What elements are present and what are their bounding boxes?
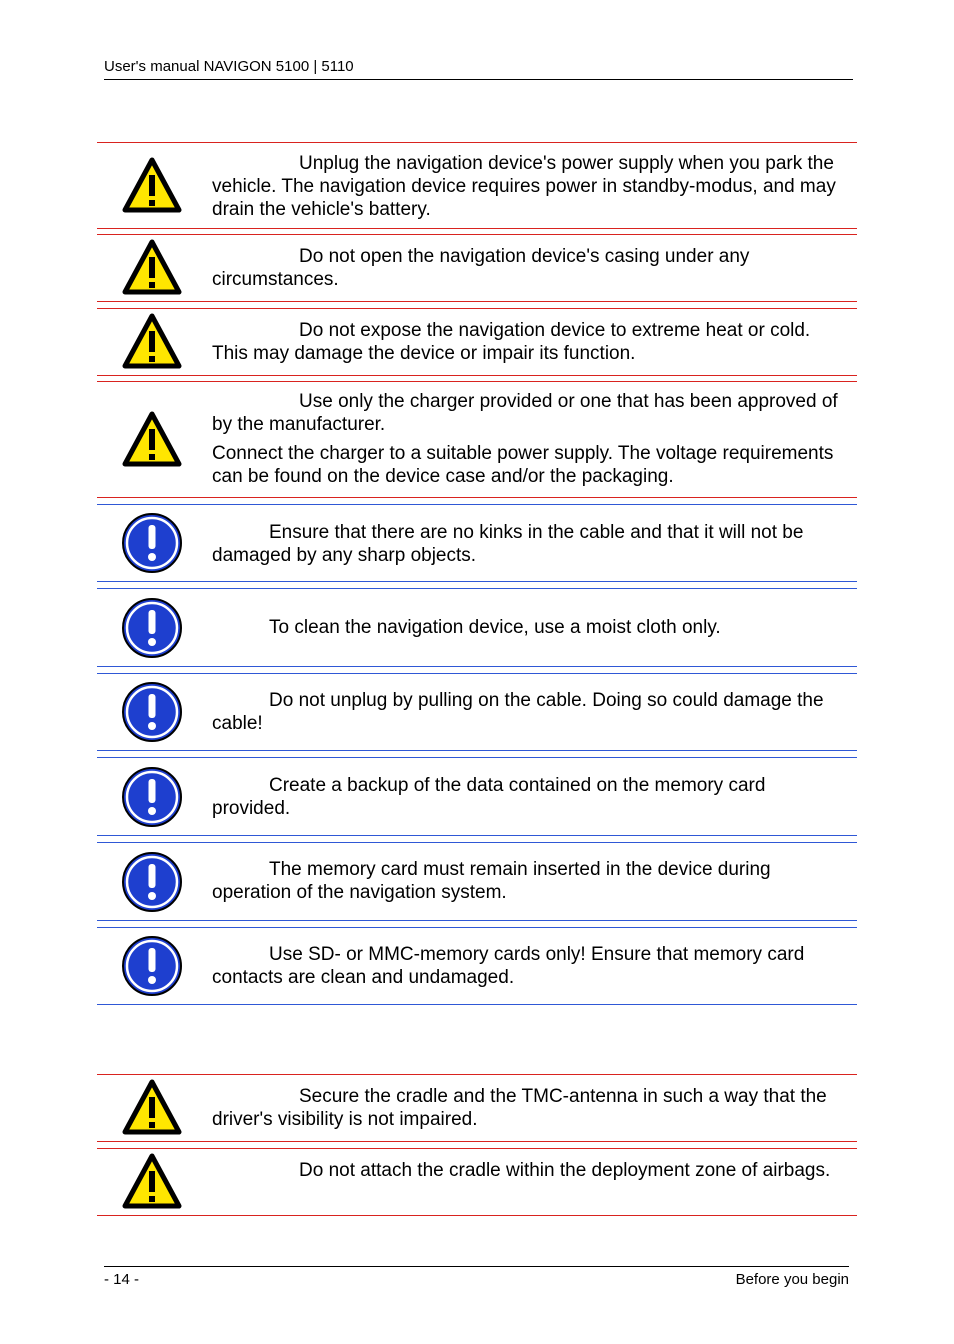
notice-text: Do not expose the navigation device to extreme heat or cold. This may damage the device or impair its function.	[212, 320, 811, 364]
notice-text: Do not unplug by pulling on the cable. Doing so could damage the cable!	[212, 690, 824, 734]
notice-text: Secure the cradle and the TMC-antenna in such a way that the driver's visibility is not impaired.	[212, 1086, 827, 1130]
warning-triangle-icon	[121, 155, 183, 217]
manual-title: User's manual NAVIGON 5100 | 5110	[104, 58, 354, 75]
section-name: Before you begin	[735, 1271, 849, 1288]
warning-triangle-icon	[121, 311, 183, 373]
note-box-backup	[97, 757, 857, 836]
notice-text: Unplug the navigation device's power supply when you park the vehicle. The navigation device requires power in standby-modus, and may drain the vehicle's battery.	[212, 153, 836, 220]
exclamation-circle-icon	[121, 851, 183, 913]
warning-triangle-icon	[121, 1077, 183, 1139]
exclamation-circle-icon	[121, 681, 183, 743]
page-footer	[104, 1266, 849, 1289]
notice-text: The memory card must remain inserted in the device during operation of the navigation system.	[212, 859, 771, 903]
note-box-cleaning	[97, 588, 857, 667]
page-number: - 14 -	[104, 1271, 140, 1288]
exclamation-circle-icon	[121, 597, 183, 659]
notice-text: Do not attach the cradle within the deployment zone of airbags.	[299, 1160, 831, 1181]
notice-text: Ensure that there are no kinks in the cable and that it will not be damaged by any sharp objects.	[212, 522, 804, 566]
note-box-memory-card-inserted	[97, 842, 857, 921]
warning-box-parking	[97, 142, 857, 229]
notice-text: Use SD- or MMC-memory cards only! Ensure that memory card contacts are clean and undamaged.	[212, 944, 805, 988]
note-box-memory-card-type	[97, 927, 857, 1005]
warning-triangle-icon	[121, 237, 183, 299]
exclamation-circle-icon	[121, 935, 183, 997]
notice-text: Connect the charger to a suitable power supply. The voltage requirements can be found on the device case and/or the packaging.	[212, 443, 834, 487]
notice-text: Do not open the navigation device's casing under any circumstances.	[212, 246, 750, 290]
warning-triangle-icon	[121, 409, 183, 471]
note-box-unplug	[97, 673, 857, 751]
warning-box-casing	[97, 234, 857, 302]
note-box-cable-kinks	[97, 504, 857, 582]
warning-box-airbags	[97, 1148, 857, 1216]
warning-box-cradle-visibility	[97, 1074, 857, 1142]
exclamation-circle-icon	[121, 766, 183, 828]
notice-text: Use only the charger provided or one that has been approved of by the manufacturer.	[212, 391, 838, 435]
notice-text: Create a backup of the data contained on the memory card provided.	[212, 775, 766, 819]
notice-text: To clean the navigation device, use a moist cloth only.	[269, 617, 721, 638]
warning-box-temperature	[97, 308, 857, 376]
page-header	[104, 58, 853, 80]
exclamation-circle-icon	[121, 512, 183, 574]
warning-box-charger	[97, 381, 857, 498]
warning-triangle-icon	[121, 1151, 183, 1213]
